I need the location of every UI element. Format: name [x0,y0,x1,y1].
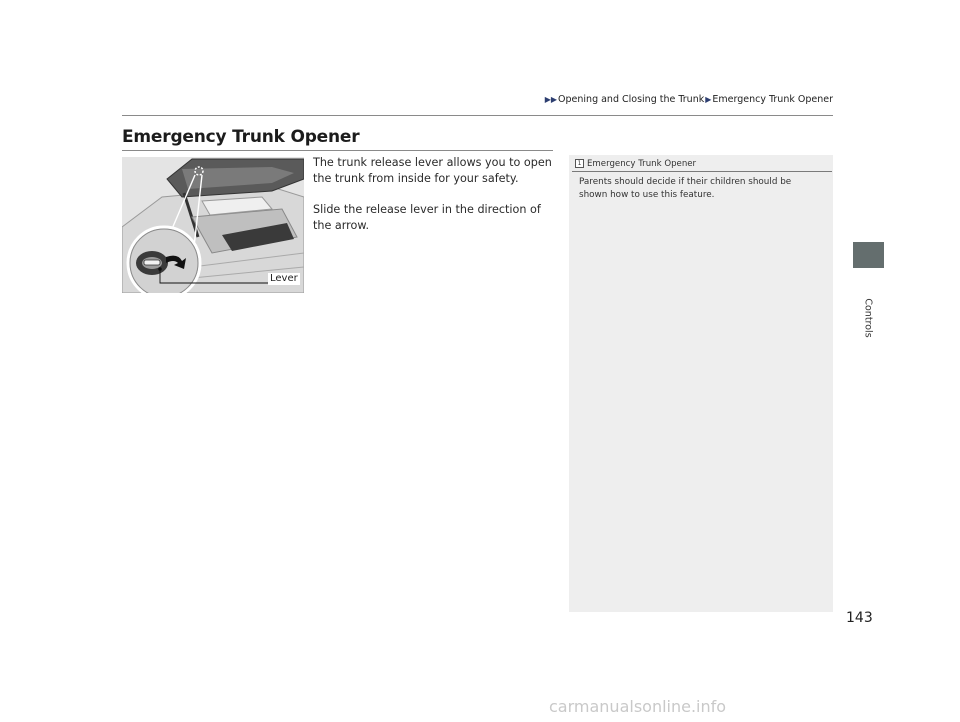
page-title: Emergency Trunk Opener [122,127,360,147]
body-paragraph-2: Slide the release lever in the direction of the arrow. [313,203,541,232]
breadcrumb-arrow-icon: ▶▶ [544,95,558,104]
breadcrumb-section: Opening and Closing the Trunk [558,94,705,105]
note-rule [572,171,832,172]
watermark: carmanualsonline.info [549,697,727,716]
header-rule [122,115,833,116]
title-rule [122,150,553,151]
note-badge-icon: 1 [575,159,584,168]
note-panel [569,155,833,612]
breadcrumb-arrow-icon: ▶ [705,95,712,104]
trunk-illustration [122,157,304,293]
note-title [575,159,696,169]
note-title-text: Emergency Trunk Opener [587,159,697,169]
lever-label: Lever [270,273,298,284]
page-number: 143 [846,610,873,626]
section-label: Controls [862,298,874,338]
section-tab [853,242,884,268]
breadcrumb-current: Emergency Trunk Opener [712,94,833,105]
breadcrumb [520,94,833,105]
body-text [313,155,558,249]
note-text: Parents should decide if their children should be shown how to use this feature. [579,177,792,200]
body-paragraph-1: The trunk release lever allows you to open the trunk from inside for your safety. [313,156,552,185]
